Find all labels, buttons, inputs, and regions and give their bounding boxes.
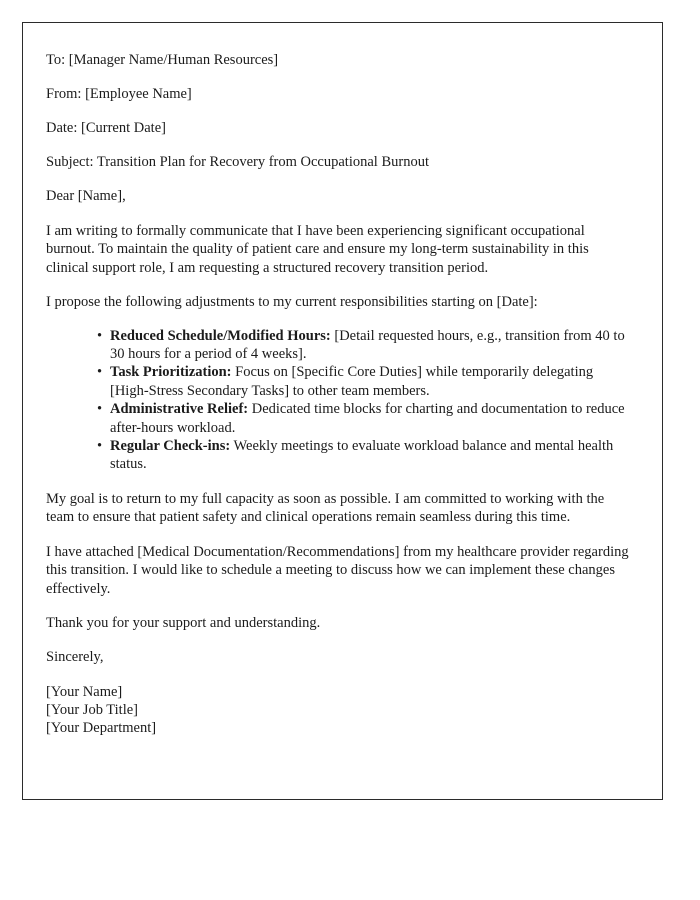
paragraph-thanks: Thank you for your support and understanding. xyxy=(46,614,321,631)
signature-job-title: [Your Job Title] xyxy=(46,702,139,719)
signature-block xyxy=(46,683,632,737)
valediction: Sincerely, xyxy=(46,649,104,666)
paragraph-goal: My goal is to return to my full capacity as soon as possible. I am committed to working with the team to ensure that patient safety and clinical operations remain seamless during this time. xyxy=(46,490,605,526)
signature-department: [Your Department] xyxy=(46,720,157,737)
adjustment-detail: [Detail requested hours, e.g., transition from 40 to 30 hours for a period of 4 weeks]. xyxy=(110,327,625,363)
salutation: Dear [Name], xyxy=(46,188,126,204)
adjustment-lead-in: Reduced Schedule/Modified Hours: xyxy=(110,327,331,344)
header-from: From: [Employee Name] xyxy=(46,86,192,102)
adjustments-list xyxy=(46,327,632,474)
adjustment-lead-in: Regular Check-ins: xyxy=(110,438,231,455)
document-page xyxy=(22,22,663,800)
paragraph-opening: I am writing to formally communicate that I have been experiencing significant occupational burnout. To maintain the quality of patient care and ensure my long-term sustainability in this clinical support role, I am requesting a structured recovery transition period. xyxy=(46,223,589,276)
header-date: Date: [Current Date] xyxy=(46,120,166,136)
header-to: To: [Manager Name/Human Resources] xyxy=(46,52,279,68)
adjustment-lead-in: Task Prioritization: xyxy=(110,364,232,381)
signature-name: [Your Name] xyxy=(46,684,123,701)
adjustment-lead-in: Administrative Relief: xyxy=(110,401,249,418)
adjustment-detail: Dedicated time blocks for charting and documentation to reduce after-hours workload. xyxy=(110,401,625,436)
list-item xyxy=(97,400,632,437)
paragraph-proposal-intro: I propose the following adjustments to my current responsibilities starting on [Date]: xyxy=(46,294,538,311)
list-item xyxy=(97,363,632,400)
adjustment-detail: Focus on [Specific Core Duties] while temporarily delegating [High-Stress Secondary Tasks] to other team members. xyxy=(110,364,594,399)
adjustment-detail: Weekly meetings to evaluate workload balance and mental health status. xyxy=(110,438,614,473)
header-subject: Subject: Transition Plan for Recovery from Occupational Burnout xyxy=(46,154,429,170)
document-body xyxy=(23,23,662,737)
paragraph-attachment: I have attached [Medical Documentation/Recommendations] from my healthcare provider regarding this transition. I would like to schedule a meeting to discuss how we can implement these changes effectively. xyxy=(46,543,629,597)
list-item xyxy=(97,437,632,474)
list-item xyxy=(97,327,632,364)
